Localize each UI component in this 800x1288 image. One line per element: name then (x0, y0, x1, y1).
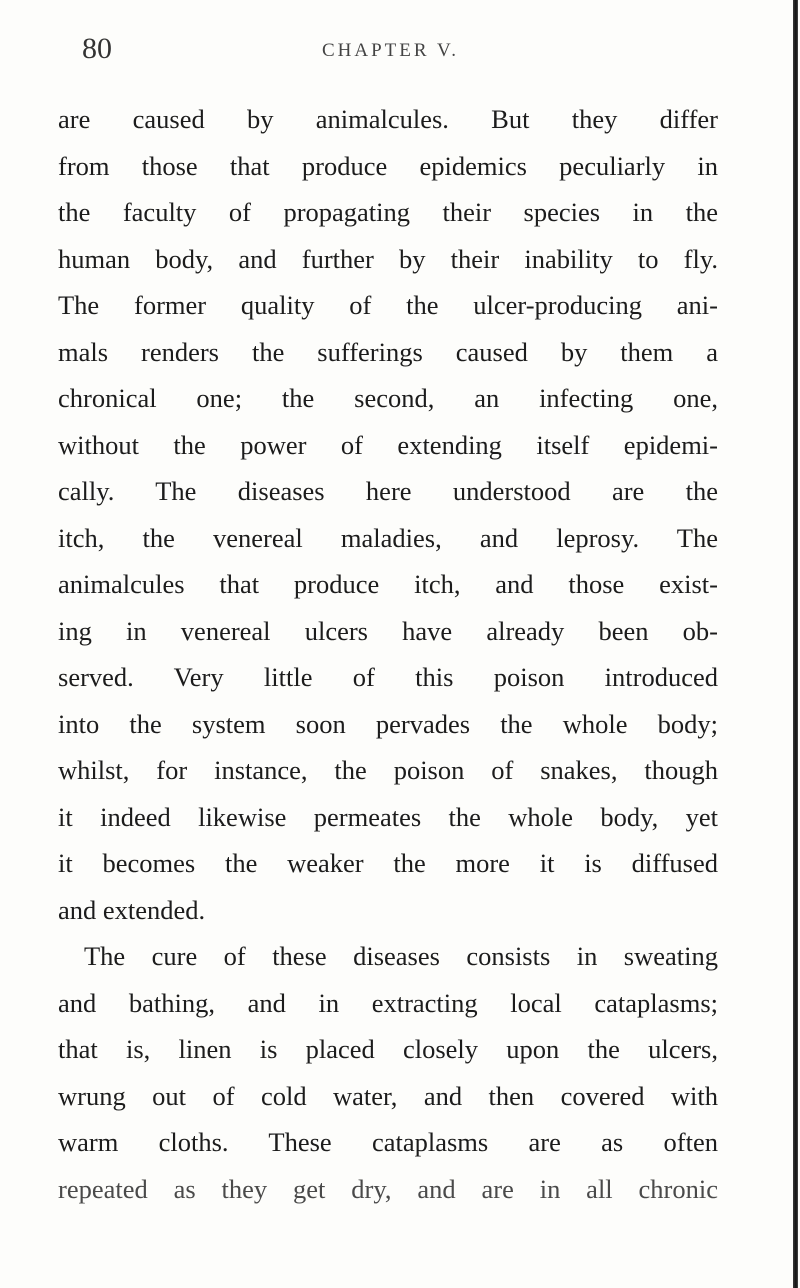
text-line: mals renders the sufferings caused by them a (58, 336, 718, 367)
text-line: are caused by animalcules. But they differ (58, 104, 718, 134)
text-line: human body, and further by their inability to fly. (58, 243, 718, 274)
text-line-italic-terms: itch, the venereal maladies, and leprosy. The (58, 522, 718, 553)
text-line: ing in venereal ulcers have already been ob- (58, 615, 718, 646)
text-line: without the power of extending itself epidemi- (58, 429, 718, 460)
text-line: from those that produce epidemics peculiarly in (58, 150, 718, 181)
page-number: 80 (82, 32, 112, 65)
text-line: chronical one; the second, an infecting one, (58, 383, 718, 413)
text-line-paragraph-start: The cure of these diseases consists in sweating (84, 941, 718, 971)
text-line: The former quality of the ulcer-producing ani- (58, 290, 718, 320)
text-line-paragraph-end: and extended. (58, 894, 206, 925)
running-head: CHAPTER V. (322, 40, 459, 61)
page-header (82, 28, 722, 68)
text-line: wrung out of cold water, and then covered with (58, 1080, 718, 1111)
text-line: repeated as they get dry, and are in all chronic (58, 1173, 718, 1204)
text-line-italic-terms: cally. The diseases here understood are the (58, 476, 718, 506)
text-line: served. Very little of this poison introduced (58, 662, 718, 692)
text-line: it indeed likewise permeates the whole body, yet (58, 801, 718, 832)
text-line: and bathing, and in extracting local cataplasms; (58, 987, 718, 1018)
text-line: into the system soon pervades the whole body; (58, 708, 718, 739)
text-line: the faculty of propagating their species in the (58, 197, 718, 227)
text-line: that is, linen is placed closely upon the ulcers, (58, 1034, 718, 1064)
text-line: warm cloths. These cataplasms are as often (58, 1127, 718, 1157)
text-line: animalcules that produce itch, and those exist- (58, 569, 718, 599)
body-text (58, 96, 718, 1212)
text-line: whilst, for instance, the poison of snakes, though (58, 755, 718, 785)
page-edge-shadow (793, 0, 798, 1288)
text-line: it becomes the weaker the more it is diffused (58, 848, 718, 878)
